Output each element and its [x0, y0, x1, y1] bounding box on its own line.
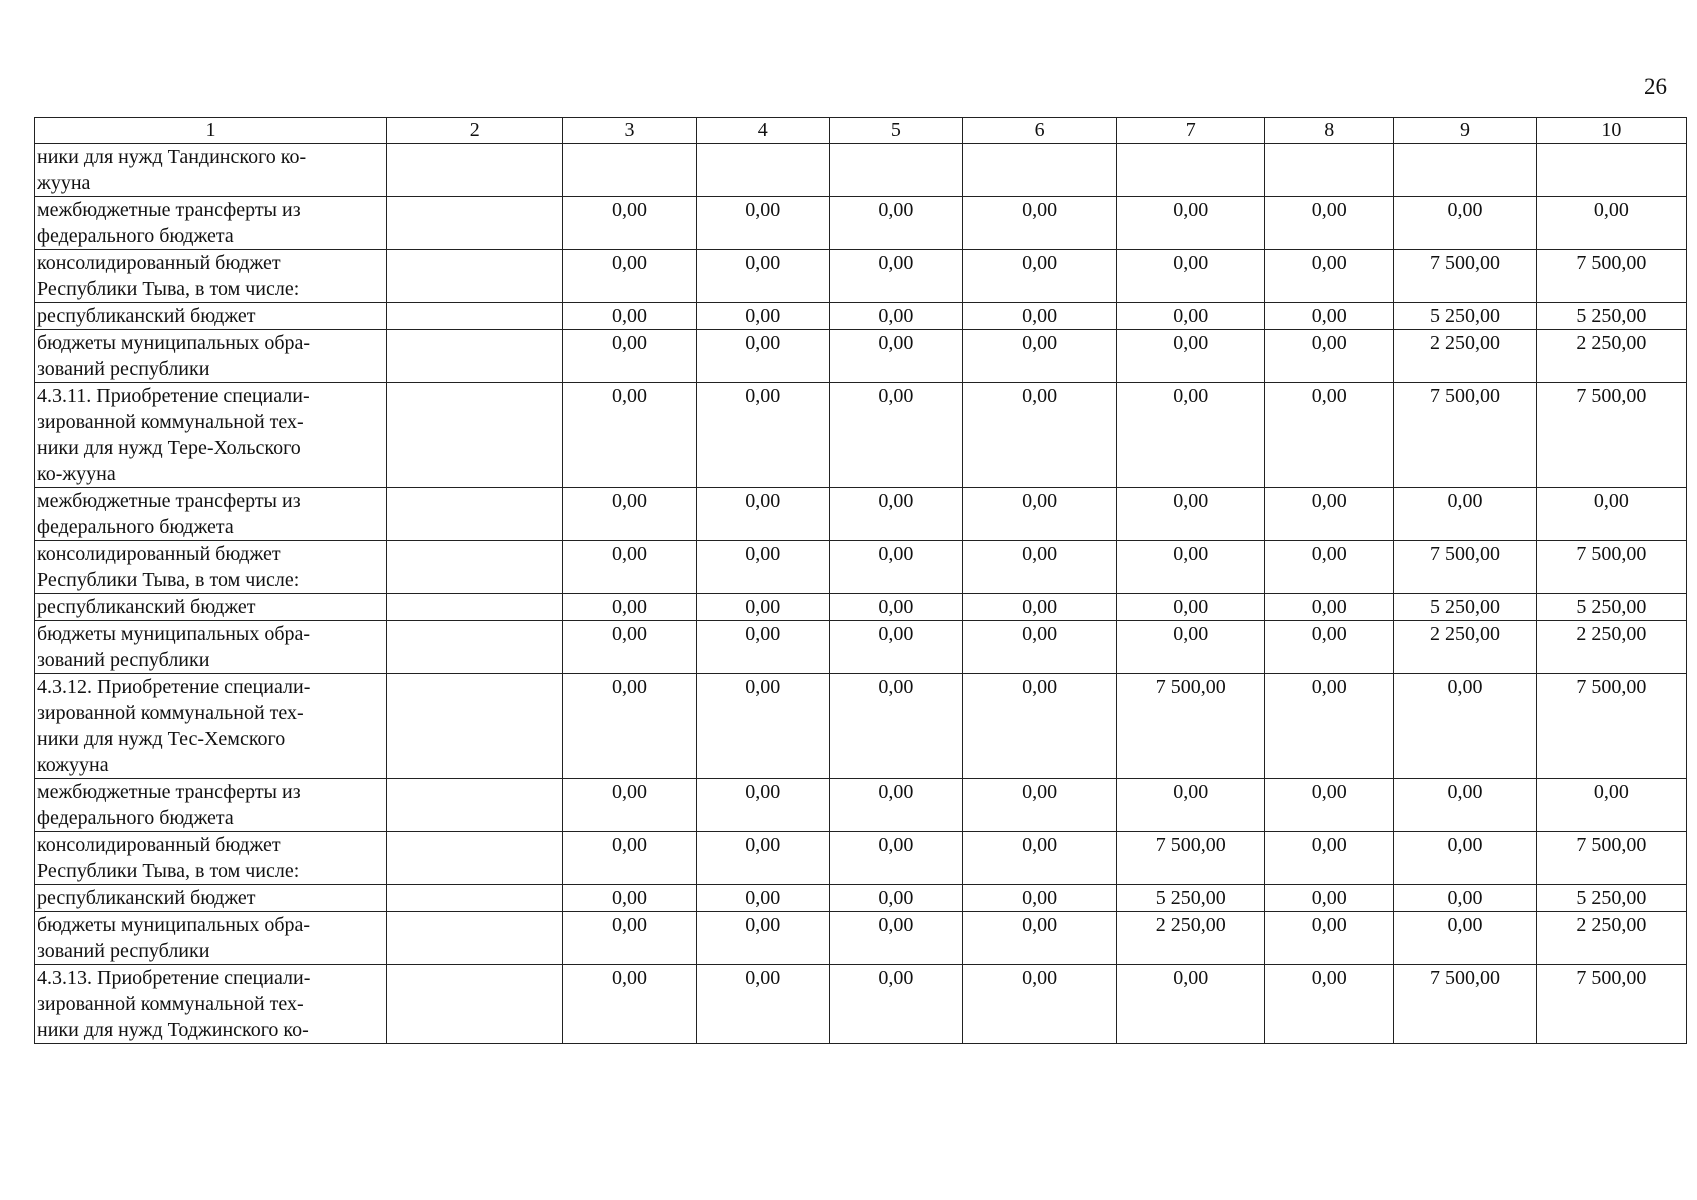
value-cell: 0,00 [962, 779, 1116, 832]
value-cell: 0,00 [563, 197, 696, 250]
table-row [35, 488, 1687, 541]
empty-cell [386, 197, 563, 250]
table-row [35, 303, 1687, 330]
value-cell: 0,00 [696, 912, 829, 965]
value-cell: 2 250,00 [1394, 330, 1537, 383]
description-line: зированной коммунальной тех- [37, 411, 304, 433]
value-cell: 7 500,00 [1536, 541, 1686, 594]
value-cell: 0,00 [696, 621, 829, 674]
value-cell: 0,00 [563, 621, 696, 674]
description-line: бюджеты муниципальных обра- [37, 914, 311, 936]
description-line: жууна [37, 172, 91, 194]
value-cell: 7 500,00 [1117, 832, 1265, 885]
row-description [35, 383, 387, 488]
value-cell: 0,00 [696, 488, 829, 541]
empty-cell [386, 330, 563, 383]
value-cell: 0,00 [1265, 621, 1394, 674]
description-line: зований республики [37, 649, 210, 671]
value-cell: 0,00 [696, 303, 829, 330]
value-cell: 0,00 [829, 912, 962, 965]
value-cell: 7 500,00 [1117, 674, 1265, 779]
value-cell: 7 500,00 [1536, 383, 1686, 488]
value-cell: 0,00 [1117, 330, 1265, 383]
value-cell: 5 250,00 [1536, 885, 1686, 912]
value-cell: 0,00 [1265, 594, 1394, 621]
column-header: 4 [696, 118, 829, 144]
value-cell: 2 250,00 [1536, 330, 1686, 383]
description-line: 4.3.13. Приобретение специали- [37, 967, 311, 989]
value-cell: 7 500,00 [1394, 965, 1537, 1044]
value-cell: 0,00 [829, 621, 962, 674]
value-cell: 0,00 [696, 250, 829, 303]
value-cell: 0,00 [1265, 674, 1394, 779]
description-line: республиканский бюджет [37, 887, 256, 909]
column-header: 3 [563, 118, 696, 144]
value-cell: 7 500,00 [1536, 674, 1686, 779]
value-cell: 0,00 [1117, 488, 1265, 541]
row-description [35, 965, 387, 1044]
value-cell: 0,00 [1265, 197, 1394, 250]
value-cell: 0,00 [563, 832, 696, 885]
value-cell: 0,00 [563, 250, 696, 303]
table-row [35, 832, 1687, 885]
value-cell: 7 500,00 [1394, 383, 1537, 488]
value-cell: 0,00 [696, 832, 829, 885]
value-cell: 7 500,00 [1394, 250, 1537, 303]
value-cell: 0,00 [962, 594, 1116, 621]
description-line: консолидированный бюджет [37, 834, 281, 856]
description-line: ники для нужд Тес-Хемского [37, 728, 286, 750]
row-description [35, 197, 387, 250]
description-line: зированной коммунальной тех- [37, 993, 304, 1015]
value-cell: 0,00 [962, 250, 1116, 303]
table-body [35, 144, 1687, 1044]
value-cell: 0,00 [563, 779, 696, 832]
value-cell: 0,00 [1394, 674, 1537, 779]
description-line: ники для нужд Тоджинского ко- [37, 1019, 309, 1041]
value-cell: 0,00 [829, 965, 962, 1044]
value-cell: 0,00 [1117, 594, 1265, 621]
value-cell: 0,00 [829, 594, 962, 621]
empty-cell [563, 144, 696, 197]
table-row [35, 197, 1687, 250]
value-cell: 0,00 [563, 594, 696, 621]
value-cell: 0,00 [696, 330, 829, 383]
value-cell: 0,00 [962, 197, 1116, 250]
empty-cell [386, 965, 563, 1044]
value-cell: 7 500,00 [1536, 965, 1686, 1044]
value-cell: 0,00 [962, 488, 1116, 541]
value-cell: 0,00 [1536, 488, 1686, 541]
value-cell: 0,00 [962, 541, 1116, 594]
empty-cell [1536, 144, 1686, 197]
table-row [35, 330, 1687, 383]
table-row [35, 779, 1687, 832]
value-cell: 0,00 [563, 674, 696, 779]
value-cell: 0,00 [1394, 832, 1537, 885]
row-description [35, 674, 387, 779]
value-cell: 0,00 [829, 197, 962, 250]
value-cell: 0,00 [1265, 832, 1394, 885]
value-cell: 0,00 [962, 303, 1116, 330]
value-cell: 0,00 [696, 383, 829, 488]
value-cell: 0,00 [829, 383, 962, 488]
empty-cell [386, 541, 563, 594]
value-cell: 5 250,00 [1394, 303, 1537, 330]
value-cell: 0,00 [696, 594, 829, 621]
value-cell: 2 250,00 [1536, 912, 1686, 965]
value-cell: 0,00 [563, 885, 696, 912]
empty-cell [386, 621, 563, 674]
table-row [35, 594, 1687, 621]
value-cell: 5 250,00 [1536, 594, 1686, 621]
value-cell: 0,00 [1117, 541, 1265, 594]
row-description [35, 621, 387, 674]
empty-cell [1265, 144, 1394, 197]
value-cell: 0,00 [1117, 965, 1265, 1044]
empty-cell [1117, 144, 1265, 197]
description-line: федерального бюджета [37, 807, 234, 829]
row-description [35, 303, 387, 330]
value-cell: 0,00 [1394, 779, 1537, 832]
value-cell: 0,00 [696, 779, 829, 832]
empty-cell [386, 832, 563, 885]
value-cell: 0,00 [829, 779, 962, 832]
value-cell: 7 500,00 [1394, 541, 1537, 594]
description-line: Республики Тыва, в том числе: [37, 569, 300, 591]
empty-cell [962, 144, 1116, 197]
description-line: ники для нужд Тере-Хольского [37, 437, 301, 459]
empty-cell [696, 144, 829, 197]
description-line: республиканский бюджет [37, 596, 256, 618]
description-line: Республики Тыва, в том числе: [37, 278, 300, 300]
value-cell: 0,00 [962, 885, 1116, 912]
description-line: ко-жууна [37, 463, 116, 485]
value-cell: 0,00 [1117, 383, 1265, 488]
value-cell: 0,00 [829, 885, 962, 912]
empty-cell [386, 885, 563, 912]
value-cell: 0,00 [1265, 912, 1394, 965]
value-cell: 0,00 [1394, 197, 1537, 250]
value-cell: 0,00 [1394, 885, 1537, 912]
value-cell: 0,00 [1117, 779, 1265, 832]
empty-cell [829, 144, 962, 197]
description-line: бюджеты муниципальных обра- [37, 623, 311, 645]
value-cell: 0,00 [962, 832, 1116, 885]
description-line: зированной коммунальной тех- [37, 702, 304, 724]
empty-cell [386, 250, 563, 303]
empty-cell [386, 779, 563, 832]
empty-cell [386, 303, 563, 330]
empty-cell [386, 674, 563, 779]
value-cell: 0,00 [829, 674, 962, 779]
page-number: 26 [1644, 74, 1667, 99]
value-cell: 0,00 [1265, 330, 1394, 383]
value-cell: 0,00 [563, 383, 696, 488]
row-description [35, 594, 387, 621]
value-cell: 5 250,00 [1536, 303, 1686, 330]
row-description [35, 250, 387, 303]
column-header: 7 [1117, 118, 1265, 144]
column-header: 10 [1536, 118, 1686, 144]
description-line: зований республики [37, 358, 210, 380]
row-description [35, 832, 387, 885]
value-cell: 0,00 [1117, 197, 1265, 250]
row-description [35, 885, 387, 912]
table-row [35, 674, 1687, 779]
description-line: 4.3.12. Приобретение специали- [37, 676, 311, 698]
budget-table [34, 117, 1687, 1044]
value-cell: 0,00 [962, 674, 1116, 779]
column-header: 6 [962, 118, 1116, 144]
empty-cell [1394, 144, 1537, 197]
value-cell: 0,00 [1117, 303, 1265, 330]
value-cell: 0,00 [1536, 197, 1686, 250]
description-line: ники для нужд Тандинского ко- [37, 146, 307, 168]
value-cell: 0,00 [563, 965, 696, 1044]
value-cell: 0,00 [1536, 779, 1686, 832]
description-line: кожууна [37, 754, 109, 776]
row-description [35, 541, 387, 594]
row-description [35, 488, 387, 541]
empty-cell [386, 912, 563, 965]
value-cell: 0,00 [696, 965, 829, 1044]
value-cell: 0,00 [563, 541, 696, 594]
value-cell: 0,00 [962, 912, 1116, 965]
value-cell: 0,00 [1117, 621, 1265, 674]
value-cell: 7 500,00 [1536, 832, 1686, 885]
value-cell: 5 250,00 [1394, 594, 1537, 621]
row-description [35, 912, 387, 965]
value-cell: 0,00 [1265, 779, 1394, 832]
empty-cell [386, 488, 563, 541]
value-cell: 0,00 [1394, 488, 1537, 541]
table-row [35, 885, 1687, 912]
value-cell: 0,00 [962, 621, 1116, 674]
value-cell: 7 500,00 [1536, 250, 1686, 303]
empty-cell [386, 144, 563, 197]
description-line: республиканский бюджет [37, 305, 256, 327]
description-line: консолидированный бюджет [37, 252, 281, 274]
value-cell: 2 250,00 [1394, 621, 1537, 674]
value-cell: 0,00 [1265, 303, 1394, 330]
value-cell: 0,00 [696, 674, 829, 779]
value-cell: 0,00 [829, 330, 962, 383]
value-cell: 0,00 [563, 330, 696, 383]
value-cell: 0,00 [696, 541, 829, 594]
description-line: зований республики [37, 940, 210, 962]
value-cell: 0,00 [1265, 488, 1394, 541]
column-header: 8 [1265, 118, 1394, 144]
value-cell: 0,00 [1265, 965, 1394, 1044]
description-line: консолидированный бюджет [37, 543, 281, 565]
table-row [35, 965, 1687, 1044]
table-row [35, 383, 1687, 488]
value-cell: 0,00 [1265, 541, 1394, 594]
value-cell: 0,00 [1265, 885, 1394, 912]
value-cell: 0,00 [563, 912, 696, 965]
column-header: 5 [829, 118, 962, 144]
description-line: межбюджетные трансферты из [37, 781, 301, 803]
value-cell: 0,00 [829, 541, 962, 594]
value-cell: 0,00 [696, 197, 829, 250]
value-cell: 0,00 [1265, 383, 1394, 488]
description-line: бюджеты муниципальных обра- [37, 332, 311, 354]
column-header: 2 [386, 118, 563, 144]
description-line: 4.3.11. Приобретение специали- [37, 385, 310, 407]
value-cell: 0,00 [829, 250, 962, 303]
value-cell: 5 250,00 [1117, 885, 1265, 912]
empty-cell [386, 383, 563, 488]
value-cell: 0,00 [563, 303, 696, 330]
table-row [35, 250, 1687, 303]
description-line: межбюджетные трансферты из [37, 199, 301, 221]
description-line: федерального бюджета [37, 516, 234, 538]
row-description [35, 330, 387, 383]
column-number-row [35, 118, 1687, 144]
value-cell: 0,00 [962, 383, 1116, 488]
table-row [35, 541, 1687, 594]
column-header: 9 [1394, 118, 1537, 144]
description-line: межбюджетные трансферты из [37, 490, 301, 512]
value-cell: 0,00 [1394, 912, 1537, 965]
value-cell: 2 250,00 [1117, 912, 1265, 965]
value-cell: 0,00 [829, 488, 962, 541]
description-line: Республики Тыва, в том числе: [37, 860, 300, 882]
value-cell: 0,00 [1117, 250, 1265, 303]
value-cell: 0,00 [829, 832, 962, 885]
value-cell: 0,00 [962, 965, 1116, 1044]
value-cell: 0,00 [696, 885, 829, 912]
description-line: федерального бюджета [37, 225, 234, 247]
table-row [35, 144, 1687, 197]
value-cell: 0,00 [563, 488, 696, 541]
table-row [35, 621, 1687, 674]
value-cell: 0,00 [829, 303, 962, 330]
column-header: 1 [35, 118, 387, 144]
value-cell: 0,00 [962, 330, 1116, 383]
table-row [35, 912, 1687, 965]
value-cell: 2 250,00 [1536, 621, 1686, 674]
empty-cell [386, 594, 563, 621]
row-description [35, 144, 387, 197]
value-cell: 0,00 [1265, 250, 1394, 303]
row-description [35, 779, 387, 832]
